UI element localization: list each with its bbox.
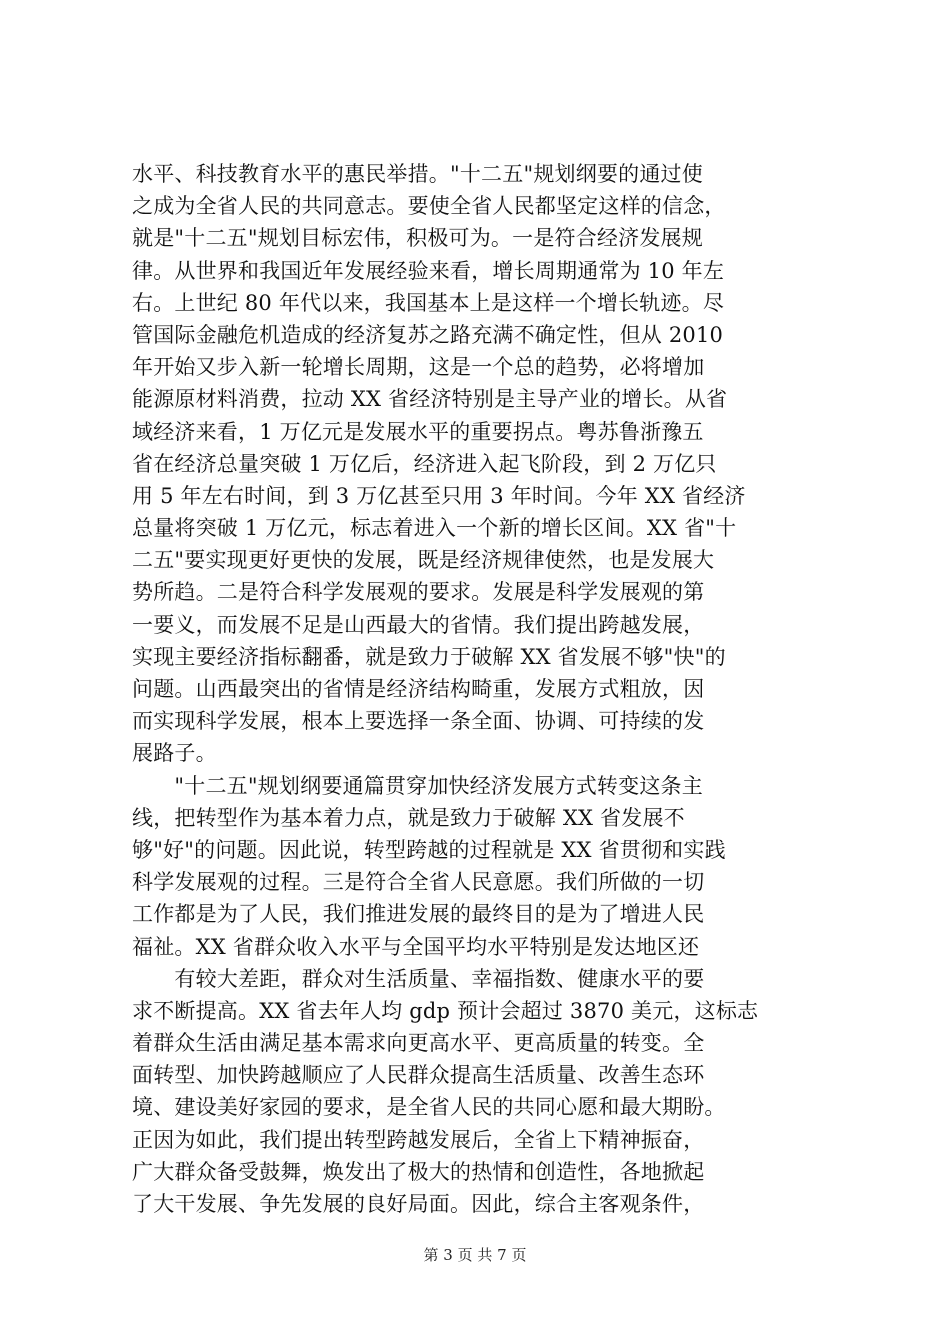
text-line: 势所趋。二是符合科学发展观的要求。发展是科学发展观的第 — [132, 580, 705, 605]
text-line: 二五"要实现更好更快的发展，既是经济规律使然，也是发展大 — [132, 548, 715, 573]
text-line: 有较大差距，群众对生活质量、幸福指数、健康水平的要 — [132, 966, 705, 991]
text-line: 工作都是为了人民，我们推进发展的最终目的是为了增进人民 — [132, 902, 705, 927]
text-line: 问题。山西最突出的省情是经济结构畸重，发展方式粗放，因 — [132, 677, 705, 701]
text-line: 正因为如此，我们提出转型跨越发展后，全省上下精神振奋， — [132, 1127, 705, 1152]
text-line: 着群众生活由满足基本需求向更高水平、更高质量的转变。全 — [132, 1031, 705, 1056]
text-line: 省在经济总量突破 1 万亿后，经济进入起飞阶段，到 2 万亿只 — [132, 451, 717, 476]
text-line: 境、建设美好家园的要求，是全省人民的共同心愿和最大期盼。 — [132, 1095, 726, 1120]
text-line: 面转型、加快跨越顺应了人民群众提高生活质量、改善生态环 — [132, 1063, 705, 1088]
text-line: 能源原材料消费，拉动 XX 省经济特别是主导产业的增长。从省 — [132, 387, 728, 412]
text-line: 而实现科学发展，根本上要选择一条全面、协调、可持续的发 — [132, 709, 705, 734]
text-line: 用 5 年左右时间，到 3 万亿甚至只用 3 年时间。今年 XX 省经济 — [132, 483, 746, 508]
text-line: 管国际金融危机造成的经济复苏之路充满不确定性，但从 2010 — [132, 322, 724, 347]
text-line: 年开始又步入新一轮增长周期，这是一个总的趋势，必将增加 — [132, 355, 705, 380]
text-line: 福祉。XX 省群众收入水平与全国平均水平特别是发达地区还 — [132, 934, 700, 959]
text-line: 域经济来看，1 万亿元是发展水平的重要拐点。粤苏鲁浙豫五 — [132, 419, 704, 444]
text-line: 科学发展观的过程。三是符合全省人民意愿。我们所做的一切 — [132, 870, 705, 895]
text-line: 律。从世界和我国近年发展经验来看，增长周期通常为 10 年左 — [132, 258, 725, 283]
text-line: 之成为全省人民的共同意志。要使全省人民都坚定这样的信念， — [132, 194, 726, 219]
page-footer: 第 3 页 共 7 页 — [423, 1246, 527, 1264]
text-line: 展路子。 — [132, 741, 217, 766]
text-line: 就是"十二五"规划目标宏伟，积极可为。一是符合经济发展规 — [132, 226, 703, 251]
text-line: 水平、科技教育水平的惠民举措。"十二五"规划纲要的通过使 — [132, 162, 703, 186]
body-text — [132, 158, 852, 1220]
text-line: 实现主要经济指标翻番，就是致力于破解 XX 省发展不够"快"的 — [132, 644, 726, 669]
text-line: 广大群众备受鼓舞，焕发出了极大的热情和创造性，各地掀起 — [132, 1159, 705, 1184]
text-line: 一要义，而发展不足是山西最大的省情。我们提出跨越发展， — [132, 612, 705, 637]
text-line: 总量将突破 1 万亿元，标志着进入一个新的增长区间。XX 省"十 — [132, 516, 737, 541]
text-line: 右。上世纪 80 年代以来，我国基本上是这样一个增长轨迹。尽 — [132, 290, 725, 315]
text-line: 了大干发展、争先发展的良好局面。因此，综合主客观条件， — [132, 1192, 705, 1216]
text-line: 线，把转型作为基本着力点，就是致力于破解 XX 省发展不 — [132, 805, 685, 830]
text-line: 求不断提高。XX 省去年人均 gdp 预计会超过 3870 美元，这标志 — [132, 998, 759, 1023]
text-line: "十二五"规划纲要通篇贯穿加快经济发展方式转变这条主 — [132, 773, 703, 798]
text-line: 够"好"的问题。因此说，转型跨越的过程就是 XX 省贯彻和实践 — [132, 837, 726, 862]
